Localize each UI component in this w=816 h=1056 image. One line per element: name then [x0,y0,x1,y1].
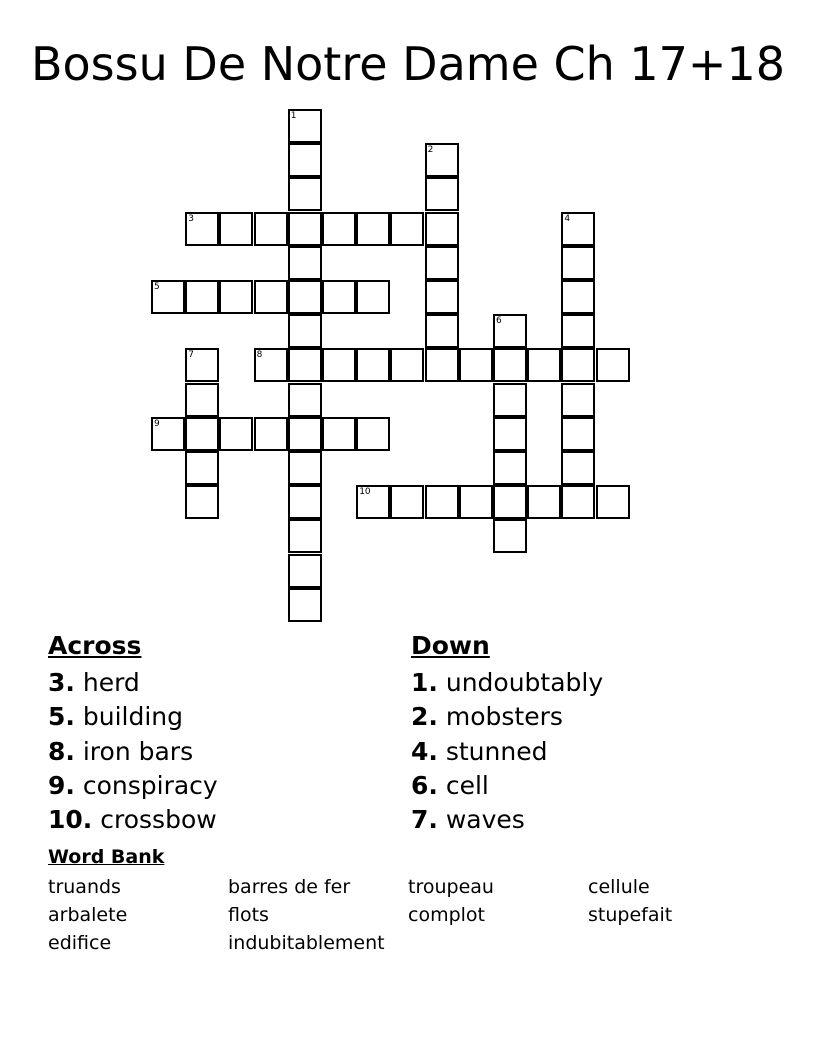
grid-cell[interactable] [151,417,185,451]
grid-cell[interactable] [561,383,595,417]
grid-cell[interactable] [561,417,595,451]
grid-cell[interactable] [561,212,595,246]
grid-cell[interactable] [493,519,527,553]
cell-number: 3 [188,213,194,224]
down-clue [411,700,603,734]
grid-cell[interactable] [561,314,595,348]
grid-cell[interactable] [493,485,527,519]
clue-text: building [82,702,183,732]
word-bank-heading: Word Bank [48,846,165,868]
grid-cell[interactable] [151,280,185,314]
grid-cell[interactable] [288,212,322,246]
grid-cell[interactable] [425,246,459,280]
word-bank-word: edifice [48,932,112,954]
across-clue [48,769,218,803]
across-clues [48,628,218,837]
grid-cell[interactable] [356,348,390,382]
grid-cell[interactable] [185,212,219,246]
clue-number: 6. [411,770,438,800]
grid-cell[interactable] [219,280,253,314]
word-bank-word: arbalete [48,904,128,926]
grid-cell[interactable] [425,143,459,177]
grid-cell[interactable] [219,417,253,451]
cell-number: 10 [359,487,371,498]
clue-text: iron bars [82,736,194,766]
grid-cell[interactable] [288,246,322,280]
grid-cell[interactable] [185,485,219,519]
clue-number: 10. [48,805,93,835]
grid-cell[interactable] [459,348,493,382]
down-clue [411,803,603,837]
grid-cell[interactable] [288,143,322,177]
puzzle-title: Bossu De Notre Dame Ch 17+18 [30,37,785,91]
down-clue [411,769,603,803]
clue-text: cell [445,770,489,800]
grid-cell[interactable] [493,314,527,348]
clue-number: 5. [48,702,75,732]
grid-cell[interactable] [561,485,595,519]
clue-number: 1. [411,668,438,697]
clue-number: 3. [48,668,75,697]
grid-cell[interactable] [356,212,390,246]
grid-cell[interactable] [322,348,356,382]
grid-cell[interactable] [390,348,424,382]
word-bank-word: cellule [588,876,650,898]
grid-cell[interactable] [288,588,322,622]
clue-number: 8. [48,736,75,766]
clue-text: crossbow [100,805,217,835]
grid-cell[interactable] [288,383,322,417]
word-bank-word: troupeau [408,876,494,898]
cell-number: 7 [188,350,194,361]
grid-cell[interactable] [254,280,288,314]
grid-cell[interactable] [561,246,595,280]
grid-cell[interactable] [288,314,322,348]
down-clue [411,735,603,769]
grid-cell[interactable] [459,485,493,519]
grid-cell[interactable] [288,348,322,382]
grid-cell[interactable] [288,417,322,451]
cell-number: 2 [427,145,434,156]
cell-number: 9 [154,418,160,429]
cell-number: 1 [290,111,297,121]
clue-text: mobsters [445,702,563,732]
grid-cell[interactable] [561,280,595,314]
grid-cell[interactable] [425,212,459,246]
clue-text: waves [445,805,525,835]
grid-cell[interactable] [288,519,322,553]
across-clue [48,803,218,837]
word-bank-word: flots [228,904,269,926]
grid-cell[interactable] [527,348,561,382]
clue-number: 4. [411,736,438,766]
grid-cell[interactable] [288,280,322,314]
grid-cell[interactable] [493,383,527,417]
grid-cell[interactable] [219,212,253,246]
clue-text: undoubtably [445,668,604,697]
grid-cell[interactable] [254,348,288,382]
grid-cell[interactable] [288,109,322,143]
grid-cell[interactable] [356,280,390,314]
grid-cell[interactable] [425,280,459,314]
grid-cell[interactable] [356,485,390,519]
grid-cell[interactable] [185,417,219,451]
grid-cell[interactable] [425,485,459,519]
grid-cell[interactable] [596,485,630,519]
word-bank-word: complot [408,904,485,926]
grid-cell[interactable] [596,348,630,382]
grid-cell[interactable] [185,383,219,417]
word-bank-word: indubitablement [228,932,385,954]
grid-cell[interactable] [356,417,390,451]
grid-cell[interactable] [254,212,288,246]
grid-cell[interactable] [390,485,424,519]
grid-cell[interactable] [322,280,356,314]
grid-cell[interactable] [493,451,527,485]
down-clue [411,666,603,700]
grid-cell[interactable] [185,451,219,485]
clue-number: 2. [411,702,438,732]
grid-cell[interactable] [561,451,595,485]
clue-text: conspiracy [82,770,218,800]
across-heading: Across [48,631,142,660]
cell-number: 6 [496,316,502,327]
grid-cell[interactable] [288,554,322,588]
grid-cell[interactable] [493,417,527,451]
clue-text: herd [82,668,140,697]
word-bank-word: truands [48,876,121,898]
grid-cell[interactable] [185,348,219,382]
grid-cell[interactable] [288,451,322,485]
grid-cell[interactable] [322,417,356,451]
word-bank-word: stupefait [588,904,673,926]
grid-cell[interactable] [561,348,595,382]
clue-text: stunned [445,736,548,766]
grid-cell[interactable] [425,177,459,211]
grid-cell[interactable] [254,417,288,451]
grid-cell[interactable] [390,212,424,246]
across-clue [48,700,218,734]
grid-cell[interactable] [185,280,219,314]
word-bank-word: barres de fer [228,876,351,898]
grid-cell[interactable] [425,348,459,382]
down-clues [411,628,603,837]
cell-number: 8 [256,350,263,361]
cell-number: 4 [564,213,571,224]
grid-cell[interactable] [322,212,356,246]
clue-number: 9. [48,770,75,800]
across-clue [48,666,218,700]
grid-cell[interactable] [527,485,561,519]
cell-number: 5 [154,282,160,292]
grid-cell[interactable] [425,314,459,348]
grid-cell[interactable] [288,485,322,519]
grid-cell[interactable] [493,348,527,382]
down-heading: Down [411,631,490,660]
grid-cell[interactable] [288,177,322,211]
across-clue [48,735,218,769]
clue-number: 7. [411,805,438,835]
